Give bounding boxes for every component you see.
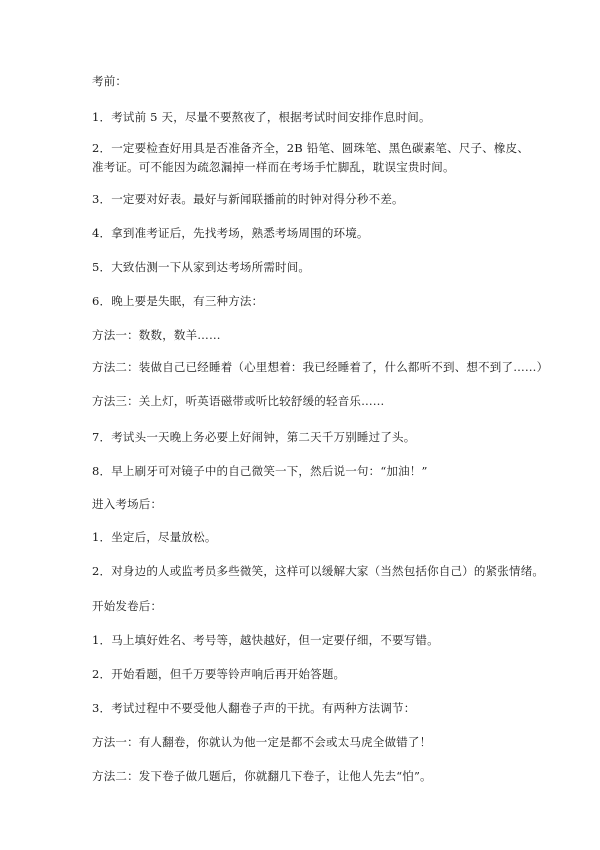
method-item: 方法一：有人翻卷，你就认为他一定是都不会或太马虎全做错了！ <box>92 735 432 749</box>
method-item: 方法二：发下卷子做几题后，你就翻几下卷子，让他人先去“怕”。 <box>92 769 432 783</box>
section-heading-entering-exam-room: 进入考场后： <box>92 497 163 511</box>
paragraph-item: 3．一定要对好表。最好与新闻联播前的时钟对得分秒不差。 <box>92 192 404 206</box>
paragraph-item: 4．拿到准考证后，先找考场，熟悉考场周围的环境。 <box>92 226 369 240</box>
paragraph-item: 6．晚上要是失眠，有三种方法： <box>92 294 264 308</box>
paragraph-item: 1．坐定后，尽量放松。 <box>92 530 217 544</box>
method-item: 方法一：数数，数羊…… <box>92 328 221 342</box>
section-heading-before-exam: 考前： <box>92 74 128 88</box>
paragraph-item: 2．一定要检查好用具是否准备齐全，2B 铅笔、圆珠笔、黑色碳素笔、尺子、橡皮、准考证。可不能因为疏忽漏掉一样而在考场手忙脚乱，耽误宝贵时间。 <box>92 141 530 174</box>
paragraph-item: 2．开始看题，但千万要等铃声响后再开始答题。 <box>92 667 346 681</box>
paragraph-item: 3．考试过程中不要受他人翻卷子声的干扰。有两种方法调节： <box>92 701 416 715</box>
paragraph-item: 1．考试前 5 天，尽量不要熬夜了，根据考试时间安排作息时间。 <box>92 110 431 124</box>
paragraph-item: 1．马上填好姓名、考号等，越快越好，但一定要仔细，不要写错。 <box>92 633 439 647</box>
paragraph-item: 2．对身边的人或监考员多些微笑，这样可以缓解大家（当然包括你自己）的紧张情绪。 <box>92 564 545 578</box>
method-item: 方法三：关上灯，听英语磁带或听比较舒缓的轻音乐…… <box>92 394 385 408</box>
paragraph-item: 8．早上刷牙可对镜子中的自己微笑一下，然后说一句：“加油！” <box>92 464 428 478</box>
method-item: 方法二：装做自己已经睡着（心里想着：我已经睡着了，什么都听不到、想不到了……） <box>92 360 549 374</box>
paragraph-item: 5．大致估测一下从家到达考场所需时间。 <box>92 260 311 274</box>
paragraph-item: 7．考试头一天晚上务必要上好闹钟，第二天千万别睡过了头。 <box>92 430 416 444</box>
section-heading-exam-start: 开始发卷后： <box>92 599 163 613</box>
